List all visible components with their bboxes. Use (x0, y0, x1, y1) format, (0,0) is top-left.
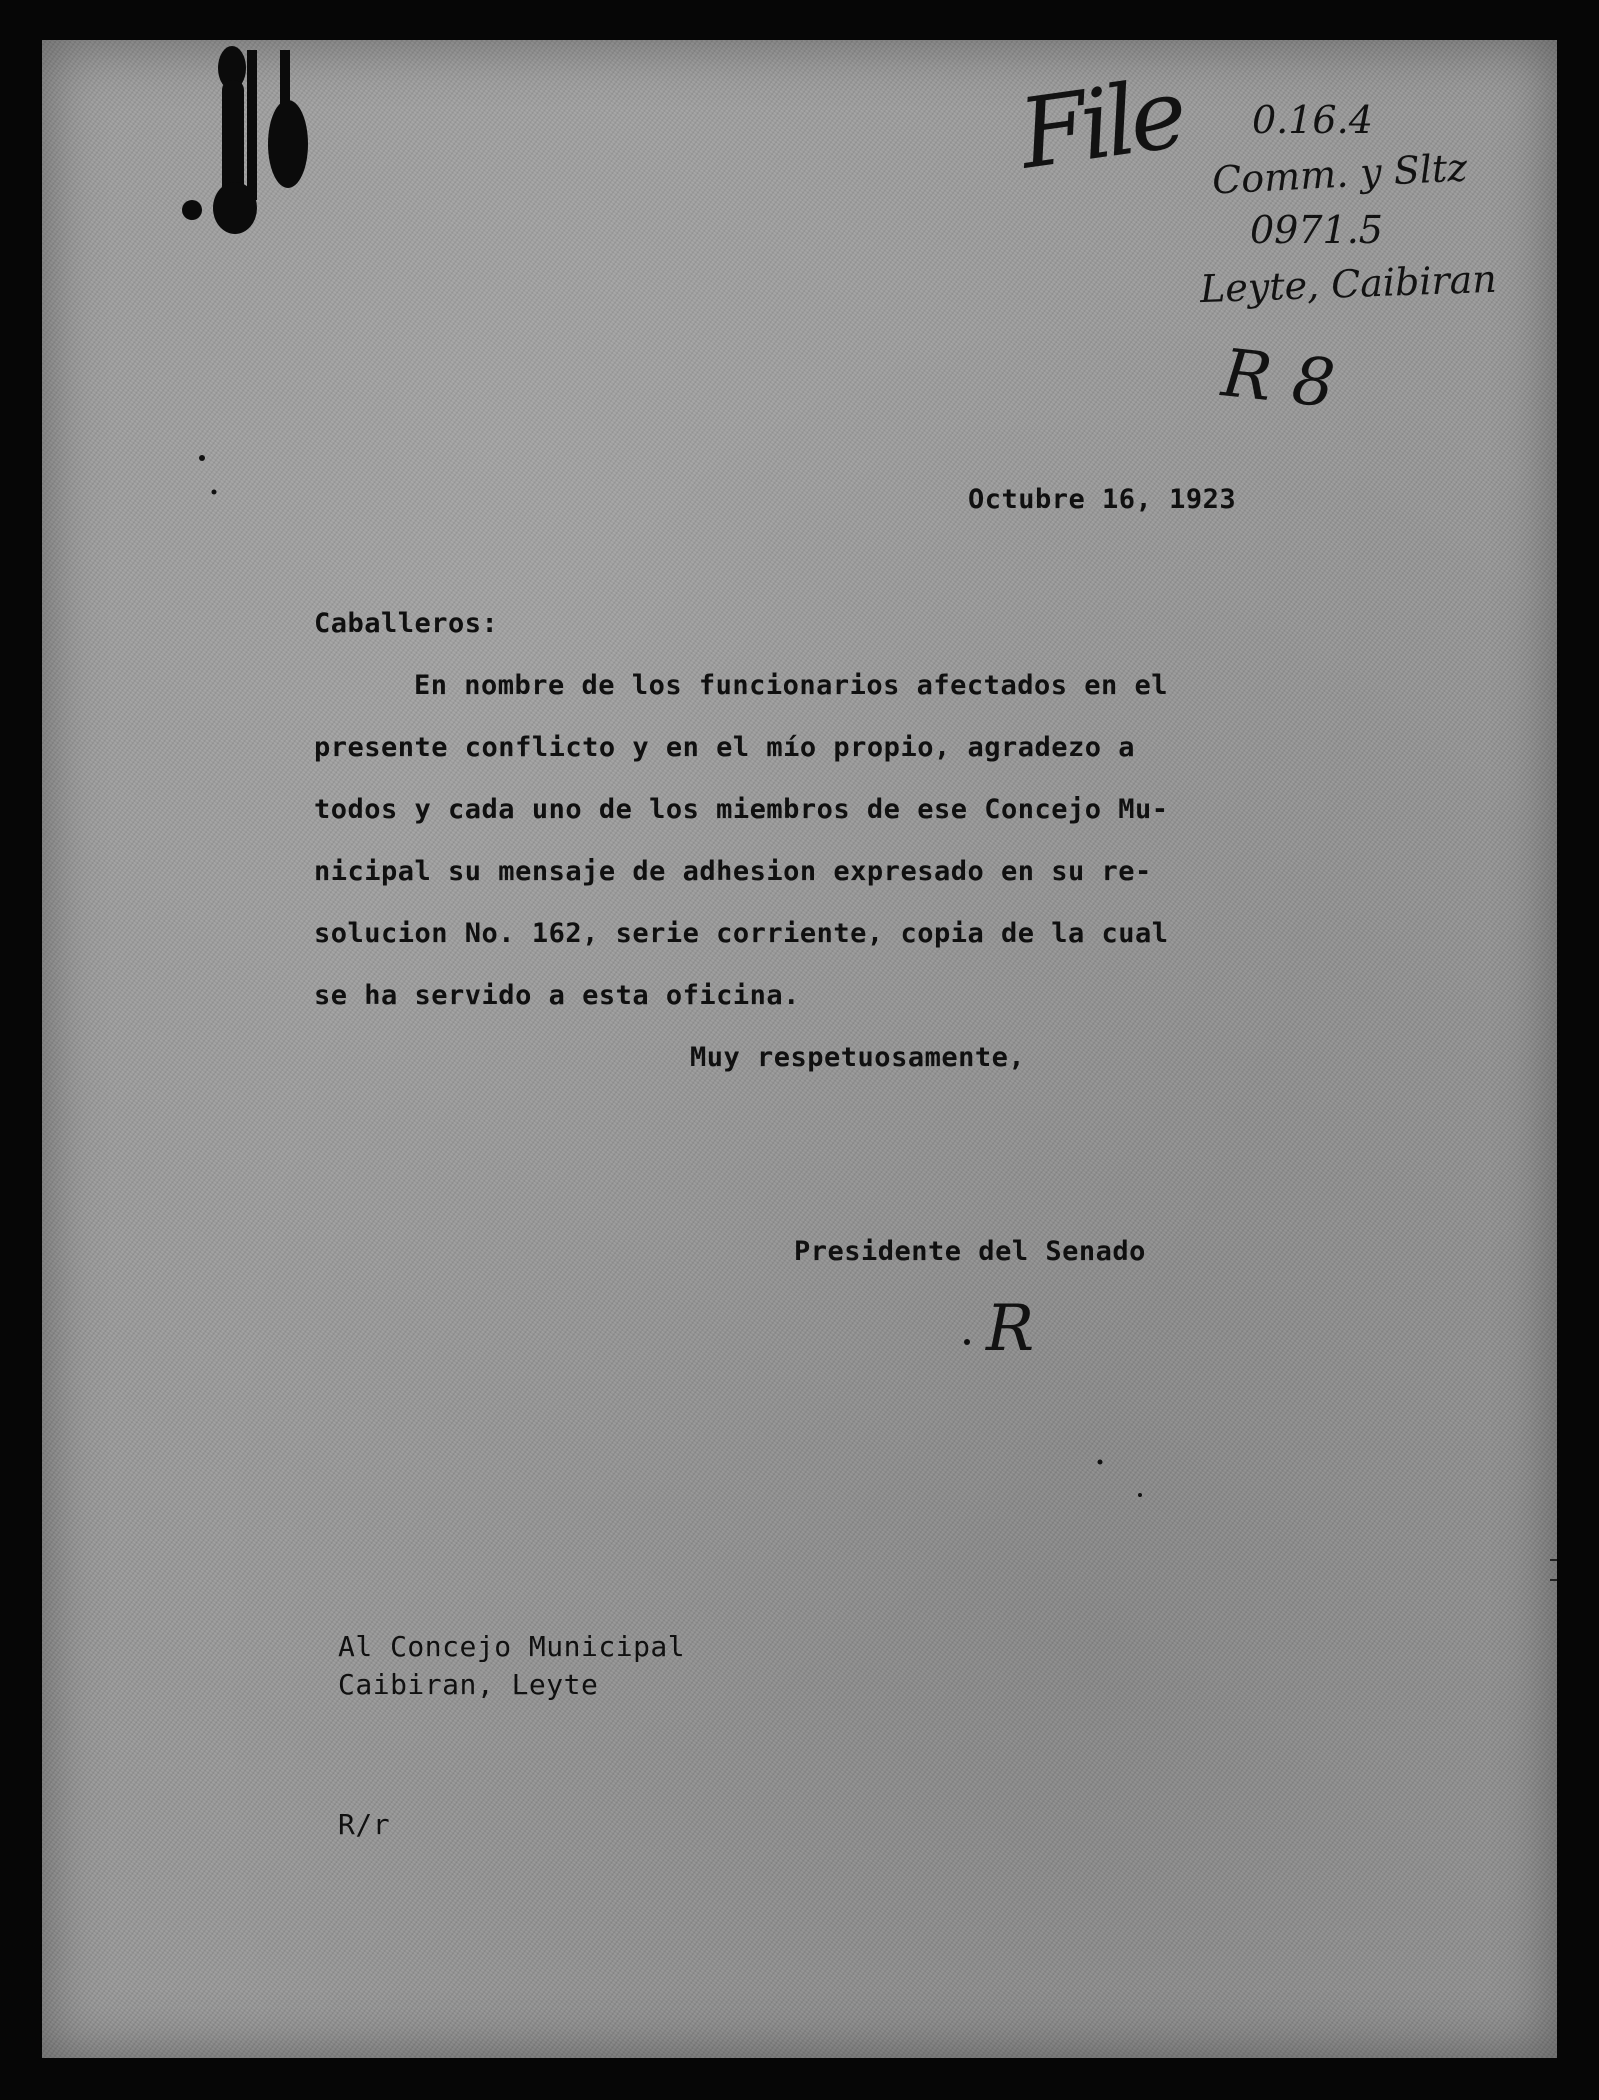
letter-body-line-6: se ha servido a esta oficina. (314, 980, 800, 1011)
reference-initials: R/r (338, 1808, 391, 1841)
letter-body-line-1: En nombre de los funcionarios afectados en el (414, 670, 1168, 701)
letter-body-line-2: presente conflicto y en el mío propio, agradezo a (314, 732, 1136, 763)
punch-hole-marks (182, 46, 308, 234)
signature-title: Presidente del Senado (794, 1236, 1146, 1267)
letter-date: Octubre 16, 1923 (968, 484, 1237, 515)
letter-body-line-5: solucion No. 162, serie corriente, copia de la cual (314, 918, 1169, 949)
signature-initial: R (986, 1292, 1035, 1366)
handwritten-note-line2: Comm. y Sltz (1211, 145, 1469, 203)
document-page (42, 40, 1557, 2058)
addressee-line-1: Al Concejo Municipal (338, 1630, 686, 1663)
letter-salutation: Caballeros: (314, 608, 499, 639)
addressee-line-2: Caibiran, Leyte (338, 1668, 599, 1701)
handwritten-note-line4: Leyte, Caibiran (1199, 256, 1498, 312)
letter-body-line-3: todos y cada uno de los miembros de ese Concejo Mu- (314, 794, 1169, 825)
handwritten-stamp-initials: R 8 (1218, 334, 1339, 423)
letter-closing: Muy respetuosamente, (690, 1042, 1026, 1073)
handwritten-file-note: File (1012, 57, 1188, 191)
letter-body-line-4: nicipal su mensaje de adhesion expresado en su re- (314, 856, 1152, 887)
handwritten-note-line3: 0971.5 (1250, 208, 1383, 252)
right-edge-fold (1550, 1560, 1557, 1580)
handwritten-note-line1: 0.16.4 (1252, 98, 1373, 142)
